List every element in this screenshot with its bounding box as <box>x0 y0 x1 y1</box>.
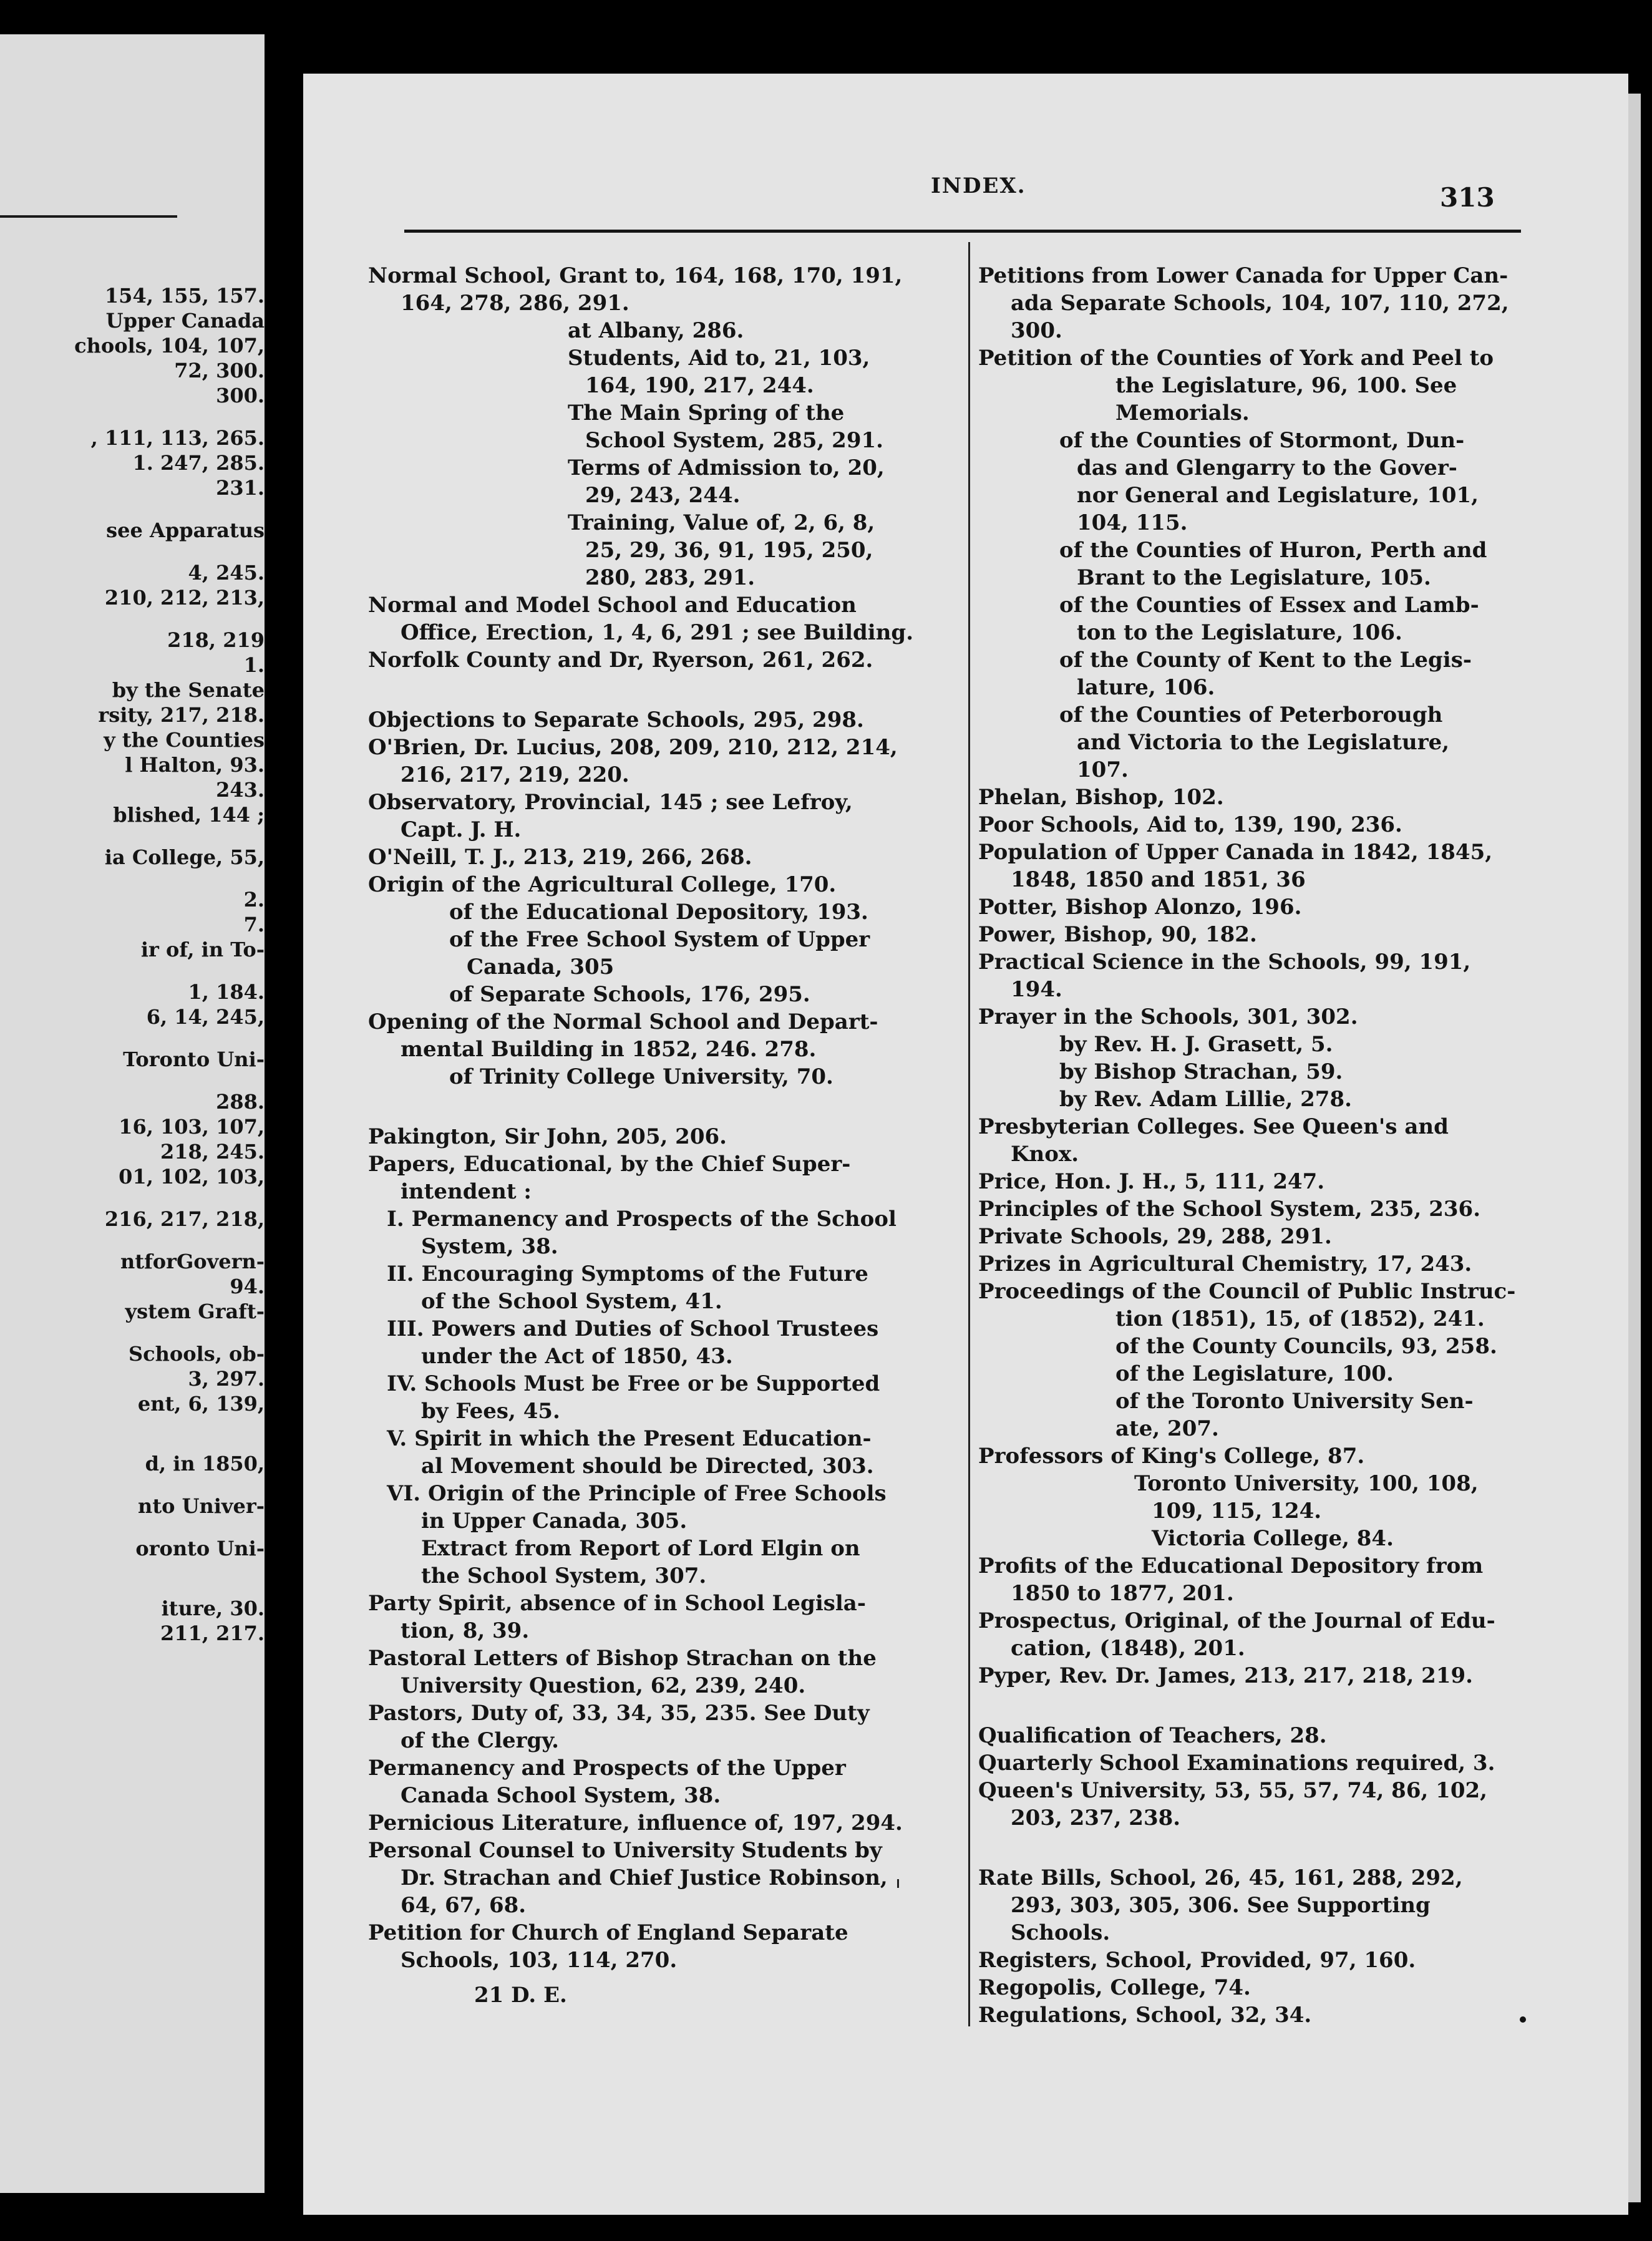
entry-line: Personal Counsel to University Students by <box>368 1838 882 1863</box>
left-page-fragment: ystem Graft- <box>125 1300 265 1323</box>
index-entry <box>368 898 939 926</box>
entry-continuation: ada Separate Schools, 104, 107, 110, 272, <box>1011 291 1509 316</box>
left-page-fragment: ntforGovern- <box>120 1250 265 1273</box>
left-page-fragment: 210, 212, 213, <box>104 586 265 610</box>
left-page-fragment: , 111, 113, 265. <box>90 426 265 450</box>
entry-continuation: 203, 237, 238. <box>1011 1806 1181 1830</box>
index-entry <box>978 1722 1533 1749</box>
left-page-fragment: 1, 184. <box>188 980 265 1004</box>
left-page-fragment: 6, 14, 245, <box>146 1005 265 1029</box>
entry-line: O'Neill, T. J., 213, 219, 266, 268. <box>368 845 752 870</box>
index-entry <box>368 1809 939 1837</box>
entry-continuation: Office, Erection, 1, 4, 6, 291 ; see Building. <box>401 620 914 645</box>
entry-continuation: 300. <box>1011 318 1062 343</box>
left-page-fragment: 211, 217. <box>160 1621 265 1645</box>
index-entry <box>368 1425 939 1480</box>
left-page-fragment: 7. <box>243 913 265 936</box>
left-page-fragment: ent, 6, 139, <box>137 1392 265 1416</box>
index-column-right <box>978 262 1533 2029</box>
index-entry <box>978 1223 1533 1250</box>
entry-line: Petition for Church of England Separate <box>368 1920 848 1945</box>
left-page-fragment: 1. 247, 285. <box>132 451 265 475</box>
entry-continuation: Memorials. <box>1115 401 1250 425</box>
entry-continuation: of the Clergy. <box>401 1728 560 1753</box>
entry-line: Phelan, Bishop, 102. <box>978 785 1224 810</box>
index-entry <box>978 1168 1533 1195</box>
left-page-fragment: 218, 245. <box>160 1140 265 1164</box>
index-entry <box>368 509 939 591</box>
entry-line: Pyper, Rev. Dr. James, 213, 217, 218, 219. <box>978 1663 1473 1688</box>
entry-line: Objections to Separate Schools, 295, 298. <box>368 707 864 732</box>
entry-continuation: 64, 67, 68. <box>401 1893 527 1918</box>
entry-line: al Movement should be Directed, 303. <box>421 1454 874 1479</box>
index-entry <box>978 1250 1533 1278</box>
index-entry <box>978 811 1533 839</box>
index-entry <box>978 1662 1533 1689</box>
index-entry <box>368 1645 939 1699</box>
index-entry <box>368 734 939 789</box>
entry-line: Pakington, Sir John, 205, 206. <box>368 1124 727 1149</box>
entry-line: Queen's University, 53, 55, 57, 74, 86, 102, <box>978 1778 1487 1803</box>
entry-line: Petition of the Counties of York and Peel to <box>978 346 1494 371</box>
left-page-fragment: y the Counties <box>104 728 265 752</box>
index-entry <box>978 1864 1533 1947</box>
index-entry <box>978 427 1533 537</box>
entry-line: Practical Science in the Schools, 99, 191, <box>978 950 1471 975</box>
entry-line: Private Schools, 29, 288, 291. <box>978 1224 1332 1249</box>
left-page-fragment: oronto Uni- <box>135 1537 265 1560</box>
index-entry <box>368 843 939 871</box>
left-page-fragment: Upper Canada <box>105 309 265 333</box>
left-page-fragment: 218, 219 <box>167 628 265 652</box>
entry-line: Students, Aid to, 21, 103, <box>568 346 870 371</box>
entry-line: 104, 115. <box>1077 510 1188 535</box>
entry-line: in Upper Canada, 305. <box>421 1509 688 1534</box>
index-entry <box>368 1063 939 1091</box>
entry-line: das and Glengarry to the Gover- <box>1077 455 1457 480</box>
column-divider <box>968 242 970 2026</box>
entry-continuation: 216, 217, 219, 220. <box>401 762 629 787</box>
entry-line: Normal and Model School and Education <box>368 593 857 618</box>
left-page-fragment: 72, 300. <box>174 359 265 382</box>
index-entry <box>978 1003 1533 1031</box>
entry-line: Normal School, Grant to, 164, 168, 170, 191, <box>368 263 903 288</box>
entry-line: Registers, School, Provided, 97, 160. <box>978 1948 1416 1973</box>
entry-line: IV. Schools Must be Free or be Supported <box>387 1371 880 1396</box>
entry-line: Professors of King's College, 87. <box>978 1444 1365 1469</box>
entry-line: of Trinity College University, 70. <box>449 1064 833 1089</box>
entry-line: Price, Hon. J. H., 5, 111, 247. <box>978 1169 1325 1194</box>
index-entry <box>368 1480 939 1590</box>
index-entry <box>368 1315 939 1370</box>
index-entry <box>368 1370 939 1425</box>
ink-speck <box>1520 2016 1526 2023</box>
entry-line: of the Counties of Essex and Lamb- <box>1059 593 1479 618</box>
entry-line: Victoria College, 84. <box>1152 1526 1394 1551</box>
index-entry <box>978 262 1533 344</box>
index-entry <box>368 454 939 509</box>
entry-continuation: Schools. <box>1011 1920 1110 1945</box>
index-entry <box>368 1699 939 1754</box>
index-entry <box>978 1552 1533 1607</box>
entry-line: VI. Origin of the Principle of Free Schools <box>387 1481 887 1506</box>
index-entry <box>368 871 939 898</box>
left-page-fragment: blished, 144 ; <box>113 803 265 827</box>
entry-line: 107. <box>1077 757 1129 782</box>
index-entry <box>978 1470 1533 1552</box>
left-page-fragment: see Apparatus <box>106 518 265 542</box>
entry-line: Poor Schools, Aid to, 139, 190, 236. <box>978 812 1402 837</box>
index-entry <box>368 1919 939 1974</box>
index-entry <box>978 1031 1533 1058</box>
entry-continuation: tion (1851), 15, of (1852), 241. <box>1115 1306 1485 1331</box>
entry-line: the School System, 307. <box>421 1563 707 1588</box>
entry-line: The Main Spring of the <box>568 401 845 425</box>
entry-line: Toronto University, 100, 108, <box>1134 1471 1479 1496</box>
entry-line: of the Free School System of Upper <box>449 927 870 952</box>
left-page-fragment: chools, 104, 107, <box>74 334 265 357</box>
left-page-fragment: by the Senate <box>112 678 265 702</box>
entry-line: nor General and Legislature, 101, <box>1077 483 1479 508</box>
entry-continuation: Schools, 103, 114, 270. <box>401 1948 678 1973</box>
index-entry <box>978 646 1533 701</box>
running-head: INDEX. <box>931 173 1026 198</box>
index-entry <box>368 1260 939 1315</box>
entry-line: by Rev. Adam Lillie, 278. <box>1059 1087 1352 1112</box>
left-page-fragment: 94. <box>230 1275 265 1298</box>
left-page-fragment: 216, 217, 218, <box>104 1207 265 1231</box>
index-entry <box>368 981 939 1008</box>
entry-continuation: 293, 303, 305, 306. See Supporting <box>1011 1893 1431 1918</box>
entry-line: Quarterly School Examinations required, 3. <box>978 1751 1495 1776</box>
entry-line: Papers, Educational, by the Chief Super- <box>368 1152 851 1177</box>
index-entry <box>368 317 939 344</box>
entry-line: 280, 283, 291. <box>585 565 756 590</box>
entry-line: I. Permanency and Prospects of the School <box>387 1207 896 1232</box>
entry-line: System, 38. <box>421 1234 558 1259</box>
page-number: 313 <box>1440 182 1495 213</box>
entry-line: and Victoria to the Legislature, <box>1077 730 1450 755</box>
index-entry <box>978 921 1533 948</box>
entry-line: Training, Value of, 2, 6, 8, <box>568 510 875 535</box>
index-entry <box>368 1754 939 1809</box>
left-page-head-rule <box>0 215 177 218</box>
entry-line: Pastoral Letters of Bishop Strachan on the <box>368 1646 877 1671</box>
entry-continuation: ate, 207. <box>1115 1416 1219 1441</box>
index-entry <box>368 706 939 734</box>
entry-line: Qualification of Teachers, 28. <box>978 1723 1327 1748</box>
letter-group-gap <box>368 674 939 706</box>
entry-line: of the Educational Depository, 193. <box>449 900 868 925</box>
left-page-fragment: ir of, in To- <box>140 938 265 961</box>
entry-continuation: Capt. J. H. <box>401 817 522 842</box>
entry-continuation: intendent : <box>401 1179 532 1204</box>
index-entry <box>978 1749 1533 1777</box>
entry-continuation: of the Legislature, 100. <box>1115 1361 1394 1386</box>
entry-continuation: Knox. <box>1011 1142 1079 1167</box>
index-entry <box>978 1086 1533 1113</box>
index-entry <box>368 1123 939 1150</box>
entry-line: under the Act of 1850, 43. <box>421 1344 733 1369</box>
index-entry <box>368 1837 939 1919</box>
index-entry <box>978 701 1533 784</box>
index-entry <box>978 1777 1533 1832</box>
entry-line: Prayer in the Schools, 301, 302. <box>978 1004 1358 1029</box>
entry-line: by Rev. H. J. Grasett, 5. <box>1059 1032 1333 1057</box>
entry-line: at Albany, 286. <box>568 318 744 343</box>
entry-line: Petitions from Lower Canada for Upper Can- <box>978 263 1509 288</box>
left-page-fragment: rsity, 217, 218. <box>98 703 265 727</box>
entry-line: Rate Bills, School, 26, 45, 161, 288, 292, <box>978 1865 1463 1890</box>
header-rule <box>404 230 1521 233</box>
index-entry <box>978 2001 1533 2029</box>
entry-continuation: 194. <box>1011 977 1062 1002</box>
entry-line: Pastors, Duty of, 33, 34, 35, 235. See Duty <box>368 1701 870 1726</box>
entry-line: Party Spirit, absence of in School Legisla- <box>368 1591 866 1616</box>
index-entry <box>368 646 939 674</box>
index-entry <box>978 948 1533 1003</box>
left-page-fragment: 288. <box>216 1090 265 1114</box>
index-entry <box>978 1974 1533 2001</box>
signature-mark: 21 D. E. <box>474 1983 567 2008</box>
entry-line: Origin of the Agricultural College, 170. <box>368 872 837 897</box>
entry-line: of the Counties of Peterborough <box>1059 702 1443 727</box>
index-entry <box>978 1058 1533 1086</box>
entry-continuation: 1848, 1850 and 1851, 36 <box>1011 867 1306 892</box>
entry-line: Potter, Bishop Alonzo, 196. <box>978 895 1302 920</box>
entry-line: II. Encouraging Symptoms of the Future <box>387 1261 868 1286</box>
letter-group-gap <box>978 1689 1533 1722</box>
entry-line: Proceedings of the Council of Public Instruc- <box>978 1279 1516 1304</box>
index-entry <box>978 1278 1533 1442</box>
left-page-fragment: 3, 297. <box>188 1367 265 1391</box>
left-page-fragment: iture, 30. <box>161 1597 265 1620</box>
entry-line: 109, 115, 124. <box>1152 1499 1322 1524</box>
entry-line: ton to the Legislature, 106. <box>1077 620 1402 645</box>
entry-line: Power, Bishop, 90, 182. <box>978 922 1257 947</box>
entry-continuation: of the Toronto University Sen- <box>1115 1389 1474 1414</box>
entry-line: of the School System, 41. <box>421 1289 722 1314</box>
index-entry <box>368 399 939 454</box>
index-entry <box>368 1008 939 1063</box>
page-edge <box>1628 94 1641 2202</box>
entry-continuation: tion, 8, 39. <box>401 1618 530 1643</box>
index-entry <box>978 839 1533 893</box>
entry-continuation: mental Building in 1852, 246. 278. <box>401 1037 817 1062</box>
entry-line: of the County of Kent to the Legis- <box>1059 648 1472 673</box>
index-entry <box>978 1607 1533 1662</box>
ink-mark <box>897 1879 899 1888</box>
entry-continuation: 1850 to 1877, 201. <box>1011 1581 1234 1606</box>
left-page-fragment: Toronto Uni- <box>123 1048 265 1071</box>
left-page-fragment: l Halton, 93. <box>125 753 265 777</box>
book-gutter <box>265 0 303 2241</box>
entry-line: Norfolk County and Dr, Ryerson, 261, 262. <box>368 648 873 673</box>
index-entry <box>368 1590 939 1645</box>
left-page-fragment: 154, 155, 157. <box>104 284 265 308</box>
index-entry <box>978 1113 1533 1168</box>
entry-line: Brant to the Legislature, 105. <box>1077 565 1431 590</box>
left-page-fragment: 1. <box>243 653 265 677</box>
entry-line: Presbyterian Colleges. See Queen's and <box>978 1114 1449 1139</box>
entry-continuation: Canada School System, 38. <box>401 1783 721 1808</box>
entry-line: III. Powers and Duties of School Trustees <box>387 1316 879 1341</box>
left-page-fragment: Schools, ob- <box>129 1342 265 1366</box>
letter-group-gap <box>978 1832 1533 1864</box>
entry-line: by Bishop Strachan, 59. <box>1059 1059 1343 1084</box>
entry-line: 164, 190, 217, 244. <box>585 373 814 398</box>
left-page-fragment: 300. <box>216 384 265 407</box>
left-page-fragment: 16, 103, 107, <box>119 1115 265 1139</box>
entry-line: of Separate Schools, 176, 295. <box>449 982 810 1007</box>
index-entry <box>368 344 939 399</box>
entry-continuation: cation, (1848), 201. <box>1011 1636 1245 1661</box>
index-entry <box>368 926 939 981</box>
index-entry <box>978 1442 1533 1470</box>
entry-line: Principles of the School System, 235, 236. <box>978 1197 1481 1222</box>
entry-line: Permanency and Prospects of the Upper <box>368 1756 846 1781</box>
entry-line: Extract from Report of Lord Elgin on <box>421 1536 860 1561</box>
left-page-fragment: 243. <box>216 778 265 802</box>
entry-line: Terms of Admission to, 20, <box>568 455 885 480</box>
index-entry <box>368 591 939 646</box>
entry-line: Prizes in Agricultural Chemistry, 17, 243. <box>978 1252 1472 1276</box>
entry-continuation: University Question, 62, 239, 240. <box>401 1673 806 1698</box>
entry-continuation: of the County Councils, 93, 258. <box>1115 1334 1497 1359</box>
index-entry <box>978 1947 1533 1974</box>
entry-line: Opening of the Normal School and Depart- <box>368 1009 878 1034</box>
entry-continuation: 164, 278, 286, 291. <box>401 291 629 316</box>
entry-line: Canada, 305 <box>467 955 615 980</box>
entry-line: by Fees, 45. <box>421 1399 560 1424</box>
left-page-fragment: 01, 102, 103, <box>119 1165 265 1189</box>
index-entry <box>978 591 1533 646</box>
left-page-fragment: ia College, 55, <box>104 845 265 869</box>
entry-line: of the Counties of Huron, Perth and <box>1059 538 1487 563</box>
index-entry <box>978 537 1533 591</box>
left-page-fragment: nto Univer- <box>138 1494 265 1518</box>
index-entry <box>368 1150 939 1205</box>
left-page-fragment: 2. <box>243 888 265 911</box>
index-entry <box>368 789 939 843</box>
entry-line: School System, 285, 291. <box>585 428 883 453</box>
letter-group-gap <box>368 1091 939 1123</box>
entry-line: Population of Upper Canada in 1842, 1845, <box>978 840 1493 865</box>
index-entry <box>368 262 939 317</box>
entry-line: O'Brien, Dr. Lucius, 208, 209, 210, 212, 214, <box>368 735 898 760</box>
entry-line: Observatory, Provincial, 145 ; see Lefroy, <box>368 790 853 815</box>
entry-line: V. Spirit in which the Present Education- <box>387 1426 872 1451</box>
index-entry <box>978 344 1533 427</box>
entry-continuation: the Legislature, 96, 100. See <box>1115 373 1457 398</box>
entry-line: 25, 29, 36, 91, 195, 250, <box>585 538 873 563</box>
entry-line: Pernicious Literature, influence of, 197, 294. <box>368 1811 903 1835</box>
entry-line: of the Counties of Stormont, Dun- <box>1059 428 1465 453</box>
entry-line: Regopolis, College, 74. <box>978 1975 1251 2000</box>
left-page-fragment: d, in 1850, <box>145 1452 265 1475</box>
entry-line: Profits of the Educational Depository from <box>978 1553 1484 1578</box>
left-facing-page <box>0 34 265 2193</box>
index-entry <box>978 893 1533 921</box>
index-entry <box>978 784 1533 811</box>
index-entry <box>368 1205 939 1260</box>
index-column-left <box>368 262 939 2009</box>
entry-line: lature, 106. <box>1077 675 1215 700</box>
entry-line: 29, 243, 244. <box>585 483 741 508</box>
index-entry <box>978 1195 1533 1223</box>
left-page-fragment: 4, 245. <box>188 561 265 585</box>
entry-line: Prospectus, Original, of the Journal of Edu- <box>978 1608 1495 1633</box>
left-page-fragment: 231. <box>216 476 265 500</box>
entry-line: Regulations, School, 32, 34. <box>978 2003 1312 2028</box>
entry-continuation: Dr. Strachan and Chief Justice Robinson, <box>401 1865 888 1890</box>
